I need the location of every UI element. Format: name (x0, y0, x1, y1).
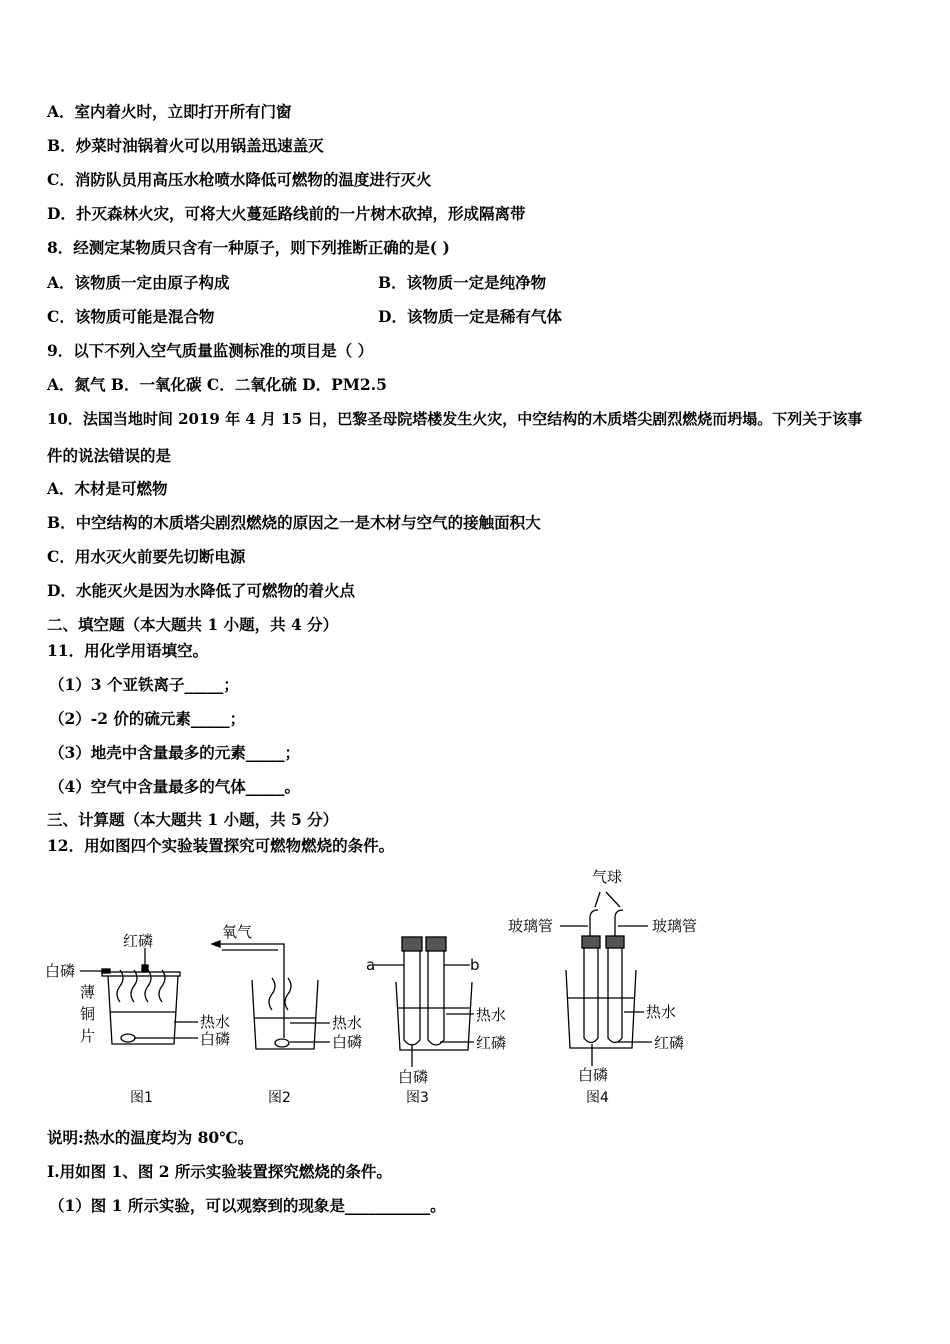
fig1-hot-water-label: 热水 (200, 1013, 231, 1031)
fig4-white-phosphorus-label: 白磷 (578, 1066, 609, 1084)
fig4-balloon-label: 气球 (592, 868, 623, 886)
section-calc-heading: 三、计算题（本大题共 1 小题，共 5 分） (47, 810, 339, 829)
q7-option-a: A．室内着火时，立即打开所有门窗 (47, 102, 292, 121)
q7-option-c: C．消防队员用高压水枪喷水降低可燃物的温度进行灭火 (47, 170, 432, 189)
q11-part-4: （4）空气中含量最多的气体_____。 (49, 777, 301, 796)
q8-option-b: B．该物质一定是纯净物 (378, 273, 547, 292)
fig4-glass-tube-left-label: 玻璃管 (508, 917, 554, 935)
fig1-thin-label: 薄 (80, 983, 96, 1001)
q11-part-2: （2）-2 价的硫元素_____； (49, 709, 246, 728)
caption-fig-4: 图4 (586, 1090, 609, 1106)
q9-options: A．氮气 B．一氧化碳 C．二氧化硫 D．PM2.5 (47, 375, 387, 394)
q12-stem: 12．用如图四个实验装置探究可燃物燃烧的条件。 (47, 836, 395, 855)
q12-sub-1: （1）图 1 所示实验，可以观察到的现象是___________。 (49, 1196, 446, 1215)
fig1-white-phosphorus-label: 白磷 (45, 962, 76, 980)
q12-note: 说明:热水的温度均为 80℃。 (47, 1128, 254, 1147)
q7-option-b: B．炒菜时油锅着火可以用锅盖迅速盖灭 (47, 136, 324, 155)
fig3-tube-b-label: b (470, 956, 480, 974)
q8-option-d: D．该物质一定是稀有气体 (378, 307, 562, 326)
fig2-hot-water-label: 热水 (332, 1014, 363, 1032)
figure-1-apparatus (80, 948, 198, 1044)
q10-option-b: B．中空结构的木质塔尖剧烈燃烧的原因之一是木材与空气的接触面积大 (47, 513, 541, 532)
q10-stem-line2: 件的说法错误的是 (47, 446, 172, 465)
fig2-white-phosphorus-label: 白磷 (332, 1033, 363, 1051)
fig3-white-phosphorus-label: 白磷 (398, 1068, 429, 1086)
q11-stem: 11．用化学用语填空。 (47, 641, 209, 660)
fig1-copper-label: 铜 (80, 1005, 96, 1023)
q11-part-3: （3）地壳中含量最多的元素_____； (49, 743, 301, 762)
q7-option-d: D．扑灭森林火灾，可将大火蔓延路线前的一片树木砍掉，形成隔离带 (47, 204, 526, 223)
figure-3-apparatus (374, 937, 474, 1067)
fig4-glass-tube-right-label: 玻璃管 (652, 917, 698, 935)
q9-stem: 9．以下不列入空气质量监测标准的项目是（ ） (47, 341, 374, 360)
q8-stem: 8．经测定某物质只含有一种原子，则下列推断正确的是( ) (47, 238, 450, 257)
fig3-hot-water-label: 热水 (476, 1006, 507, 1024)
combustion-experiment-figure (40, 862, 720, 1112)
q8-option-c: C．该物质可能是混合物 (47, 307, 215, 326)
fig2-oxygen-label: 氧气 (222, 923, 253, 941)
fig1-white-phosphorus-bottom-label: 白磷 (200, 1030, 231, 1048)
fig1-red-phosphorus-label: 红磷 (123, 932, 154, 950)
q11-part-1: （1）3 个亚铁离子_____； (49, 675, 239, 694)
fig1-sheet-label: 片 (80, 1027, 96, 1045)
q8-option-a: A．该物质一定由原子构成 (47, 273, 230, 292)
fig3-tube-a-label: a (366, 956, 376, 974)
caption-fig-2: 图2 (268, 1090, 291, 1106)
q10-option-a: A．木材是可燃物 (47, 479, 168, 498)
fig4-hot-water-label: 热水 (646, 1003, 677, 1021)
fig4-red-phosphorus-label: 红磷 (654, 1034, 685, 1052)
q10-option-c: C．用水灭火前要先切断电源 (47, 547, 246, 566)
caption-fig-1: 图1 (130, 1090, 153, 1106)
figure-4-apparatus (560, 892, 652, 1066)
caption-fig-3: 图3 (406, 1090, 429, 1106)
fig3-red-phosphorus-label: 红磷 (476, 1034, 507, 1052)
q10-option-d: D．水能灭火是因为水降低了可燃物的着火点 (47, 581, 355, 600)
q12-part-1-stem: I.用如图 1、图 2 所示实验装置探究燃烧的条件。 (47, 1162, 392, 1181)
q10-stem-line1: 10．法国当地时间 2019 年 4 月 15 日，巴黎圣母院塔楼发生火灾，中空结构的木质塔尖剧烈燃烧而坍塌。下列关于该事 (47, 410, 863, 428)
section-fill-in-heading: 二、填空题（本大题共 1 小题，共 4 分） (47, 615, 339, 634)
